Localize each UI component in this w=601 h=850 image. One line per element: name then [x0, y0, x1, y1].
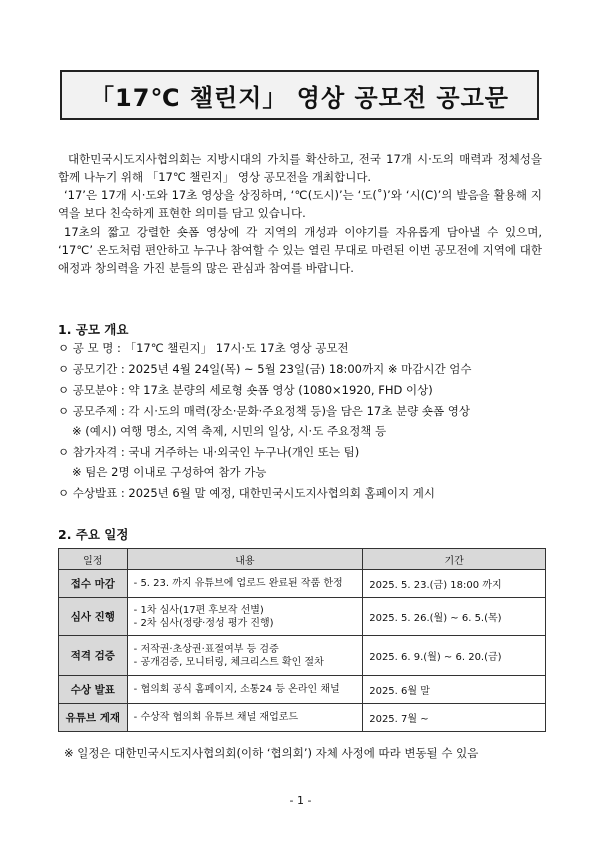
overview-item-field: ㅇ 공모분야 : 약 17초 분량의 세로형 숏폼 영상 (1080×1920, FHD 이상)	[58, 383, 433, 397]
table-row	[59, 598, 546, 636]
overview-note-team: ※ 팀은 2명 이내로 구성하여 참가 가능	[72, 465, 267, 479]
table-row	[59, 676, 546, 704]
stage-cell: 수상 발표	[59, 676, 128, 704]
intro-paragraph-1: 대한민국시도지사협의회는 지방시대의 가치를 확산하고, 전국 17개 시·도의 매력과 정체성을 함께 나누기 위해 「17℃ 챌린지」 영상 공모전을 개최합니다.	[58, 152, 542, 184]
section-1-heading: 1. 공모 개요	[58, 322, 129, 337]
overview-item-name: ㅇ 공 모 명 : 「17℃ 챌린지」 17시·도 17초 영상 공모전	[58, 341, 349, 355]
content-cell	[127, 598, 363, 636]
period-cell: 2025. 6. 9.(월) ~ 6. 20.(금)	[363, 636, 546, 676]
overview-item-theme: ㅇ 공모주제 : 각 시·도의 매력(장소·문화·주요정책 등)을 담은 17초 분량 숏폼 영상	[58, 404, 470, 418]
document-title: 「17℃ 챌린지」 영상 공모전 공고문	[90, 83, 509, 112]
overview-item-announcement: ㅇ 수상발표 : 2025년 6월 말 예정, 대한민국시도지사협의회 홈페이지 게시	[58, 486, 435, 500]
table-row	[59, 704, 546, 732]
content-line: - 공개검증, 모니터링, 체크리스트 확인 절차	[133, 656, 324, 668]
overview-note-example: ※ (예시) 여행 명소, 지역 축제, 시민의 일상, 시·도 주요정책 등	[72, 424, 387, 438]
period-cell: 2025. 6월 말	[363, 676, 546, 704]
content-line: - 협의회 공식 홈페이지, 소통24 등 온라인 채널	[133, 684, 340, 695]
period-cell: 2025. 7월 ~	[363, 704, 546, 732]
intro-paragraph-2: ‘17’은 17개 시·도와 17초 영상을 상징하며, ‘℃(도시)’는 ‘도(˚)’와 ‘시(C)’의 발음을 활용해 지역을 보다 친숙하게 표현한 의미를 담고 있습니다.	[58, 188, 542, 220]
content-line: - 수상작 협의회 유튜브 채널 재업로드	[133, 712, 299, 723]
overview-item-eligibility: ㅇ 참가자격 : 국내 거주하는 내·외국인 누구나(개인 또는 팀)	[58, 445, 360, 459]
content-cell	[127, 570, 363, 598]
schedule-note: ※ 일정은 대한민국시도지사협의회(이하 ‘협의회’) 자체 사정에 따라 변동될 수 있음	[64, 746, 479, 760]
stage-cell: 접수 마감	[59, 570, 128, 598]
period-cell: 2025. 5. 23.(금) 18:00 까지	[363, 570, 546, 598]
stage-cell: 유튜브 게재	[59, 704, 128, 732]
content-cell	[127, 676, 363, 704]
stage-cell: 적격 검증	[59, 636, 128, 676]
column-header-period: 기간	[363, 549, 546, 570]
table-row	[59, 636, 546, 676]
content-cell	[127, 704, 363, 732]
title-box	[60, 70, 539, 120]
overview-item-period: ㅇ 공모기간 : 2025년 4월 24일(목) ~ 5월 23일(금) 18:00까지 ※ 마감시간 엄수	[58, 362, 472, 376]
intro-paragraph-3: 17초의 짧고 강렬한 숏폼 영상에 각 지역의 개성과 이야기를 자유롭게 담아낼 수 있으며, ‘17℃’ 온도처럼 편안하고 누구나 참여할 수 있는 열린 무대로 마련된 이번 공모전에 지역에 대한 애정과 창의력을 가진 분들의 많은 관심과 참여를 바랍니다.	[58, 225, 542, 275]
table-row	[59, 570, 546, 598]
content-line: - 5. 23. 까지 유튜브에 업로드 완료된 작품 한정	[133, 578, 343, 589]
content-line: - 2차 심사(정량·정성 평가 진행)	[133, 617, 274, 629]
schedule-table	[58, 548, 546, 732]
content-cell	[127, 636, 363, 676]
stage-cell: 심사 진행	[59, 598, 128, 636]
page-number: - 1 -	[289, 794, 312, 807]
content-line: - 1차 심사(17편 후보작 선별)	[133, 604, 264, 616]
content-line: - 저작권·초상권·표절여부 등 검증	[133, 643, 279, 655]
table-header-row	[59, 549, 546, 570]
column-header-content: 내용	[127, 549, 363, 570]
column-header-stage: 일정	[59, 549, 128, 570]
section-2-heading: 2. 주요 일정	[58, 527, 129, 542]
period-cell: 2025. 5. 26.(월) ~ 6. 5.(목)	[363, 598, 546, 636]
